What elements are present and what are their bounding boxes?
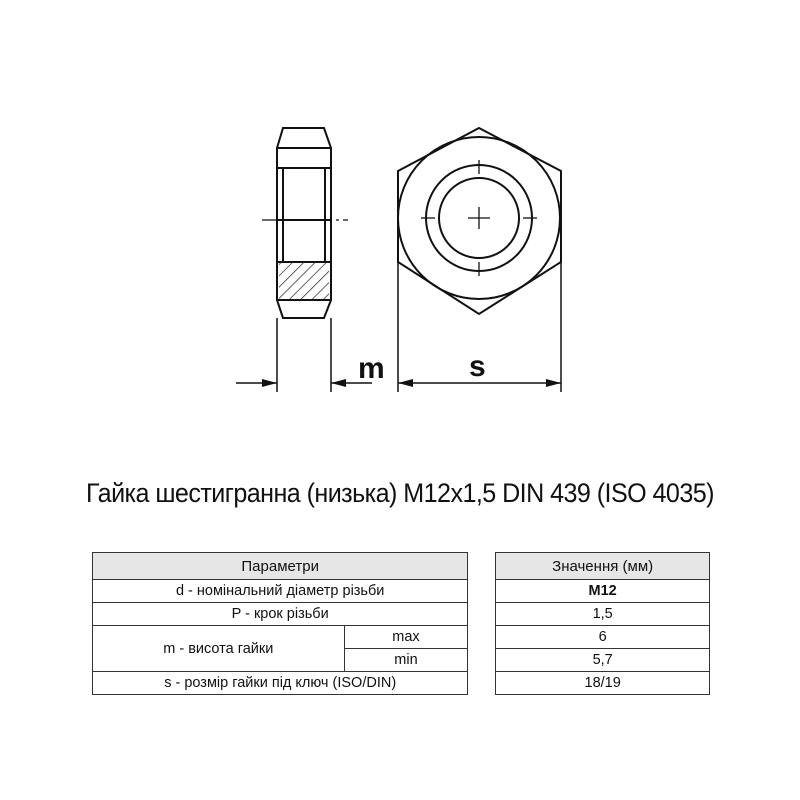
nut-front-view <box>398 128 561 314</box>
row-p-label: P - крок різьби <box>93 603 468 626</box>
table-row <box>93 626 710 649</box>
dimension-m-label: m <box>358 352 385 385</box>
column-gap <box>468 626 496 649</box>
row-m-max-value: 6 <box>496 626 710 649</box>
product-title: Гайка шестигранна (низька) М12х1,5 DIN 439 (ISO 4035) <box>86 478 714 508</box>
column-gap <box>468 672 496 695</box>
row-m-min-label: min <box>344 649 468 672</box>
column-gap <box>468 603 496 626</box>
row-m-min-value: 5,7 <box>496 649 710 672</box>
row-d-value: М12 <box>496 580 710 603</box>
table-row <box>93 580 710 603</box>
row-s-value: 18/19 <box>496 672 710 695</box>
column-gap <box>468 649 496 672</box>
header-values: Значення (мм) <box>496 553 710 580</box>
row-s-label: s - розмір гайки під ключ (ISO/DIN) <box>93 672 468 695</box>
column-gap <box>468 580 496 603</box>
header-params: Параметри <box>93 553 468 580</box>
dimension-s-label: s <box>469 350 486 383</box>
table-header-row <box>93 553 710 580</box>
row-m-label: m - висота гайки <box>93 626 345 672</box>
spec-table <box>92 552 710 695</box>
row-m-max-label: max <box>344 626 468 649</box>
row-d-label: d - номінальний діаметр різьби <box>93 580 468 603</box>
nut-side-view <box>262 128 348 318</box>
table-row <box>93 603 710 626</box>
dimension-m <box>236 318 372 392</box>
column-gap <box>468 553 496 580</box>
table-row <box>93 672 710 695</box>
row-p-value: 1,5 <box>496 603 710 626</box>
